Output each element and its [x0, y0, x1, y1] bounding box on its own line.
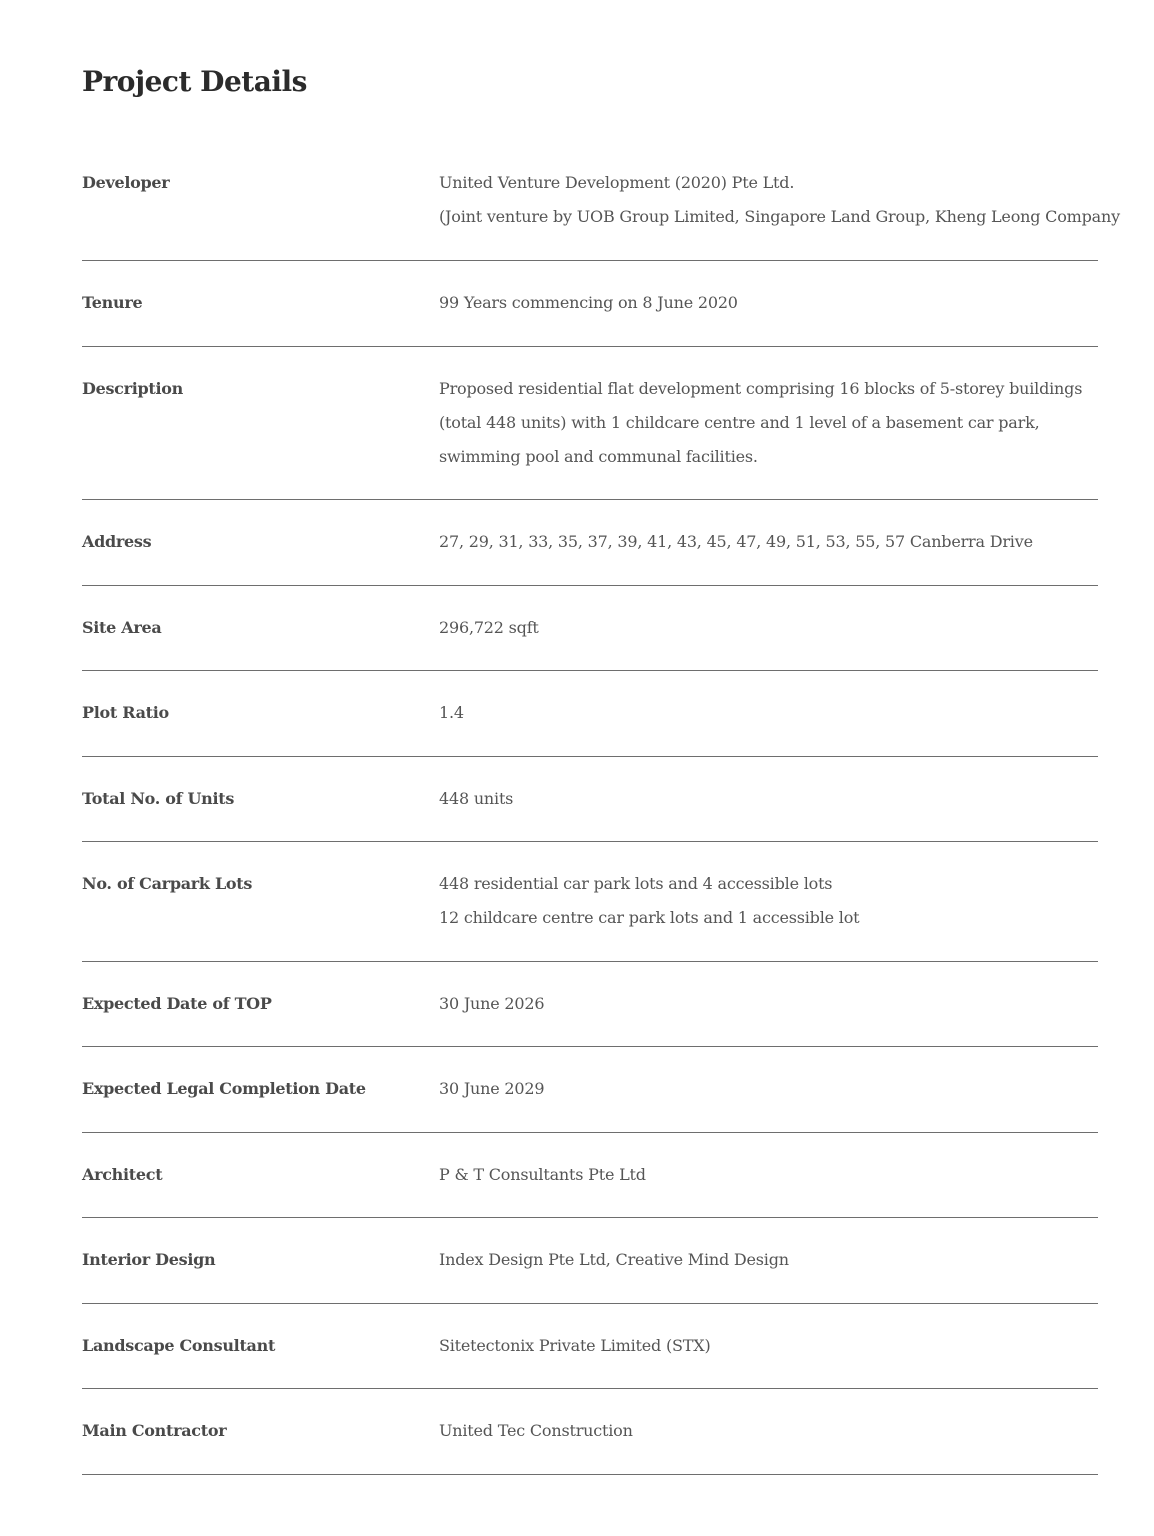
row-main-contractor	[82, 1389, 1098, 1475]
row-value: 1.4	[439, 703, 464, 722]
row-label: Main Contractor	[82, 1421, 227, 1440]
row-label: Developer	[82, 173, 170, 192]
row-value: 448 residential car park lots and 4 accessible lots 12 childcare centre car park lots and 1 accessible lot	[439, 874, 860, 927]
row-tenure	[82, 261, 1098, 347]
row-label: Address	[82, 532, 152, 551]
row-value: United Venture Development (2020) Pte Ltd. (Joint venture by UOB Group Limited, Singapore Land Group, Kheng Leong Company	[439, 173, 1120, 226]
row-site-area	[82, 586, 1098, 671]
row-label: Expected Date of TOP	[82, 994, 272, 1013]
row-total-units	[82, 757, 1098, 842]
row-value: P & T Consultants Pte Ltd	[439, 1165, 646, 1184]
row-label: Site Area	[82, 618, 162, 637]
row-label: Description	[82, 379, 183, 398]
row-developer	[82, 156, 1120, 261]
row-value: Sitetectonix Private Limited (STX)	[439, 1336, 711, 1355]
page-title: Project Details	[82, 65, 307, 98]
row-interior-design	[82, 1218, 1098, 1304]
row-architect	[82, 1133, 1098, 1218]
row-legal-completion	[82, 1047, 1098, 1133]
row-value: 296,722 sqft	[439, 618, 539, 637]
row-label: Expected Legal Completion Date	[82, 1079, 366, 1098]
row-value: Index Design Pte Ltd, Creative Mind Design	[439, 1250, 789, 1269]
row-value: 99 Years commencing on 8 June 2020	[439, 293, 738, 312]
row-value: United Tec Construction	[439, 1421, 633, 1440]
project-details-table	[82, 156, 1120, 1475]
row-plot-ratio	[82, 671, 1098, 757]
row-value: 448 units	[439, 789, 514, 808]
row-address	[82, 500, 1098, 586]
row-expected-top	[82, 962, 1098, 1047]
row-value: 30 June 2029	[439, 1079, 545, 1098]
row-label: No. of Carpark Lots	[82, 874, 253, 893]
row-value: Proposed residential flat development comprising 16 blocks of 5-storey buildings (total 448 units) with 1 childcare centre and 1 level of a basement car park, swimming pool and communal facilities.	[439, 379, 1083, 466]
row-value: 30 June 2026	[439, 994, 545, 1013]
row-description	[82, 347, 1098, 500]
row-label: Architect	[82, 1165, 163, 1184]
row-label: Total No. of Units	[82, 789, 235, 808]
row-label: Landscape Consultant	[82, 1336, 276, 1355]
row-landscape-consultant	[82, 1304, 1098, 1389]
row-label: Interior Design	[82, 1250, 216, 1269]
row-value: 27, 29, 31, 33, 35, 37, 39, 41, 43, 45, 47, 49, 51, 53, 55, 57 Canberra Drive	[439, 532, 1033, 551]
row-label: Plot Ratio	[82, 703, 169, 722]
row-label: Tenure	[82, 293, 143, 312]
row-carpark-lots	[82, 842, 1098, 962]
